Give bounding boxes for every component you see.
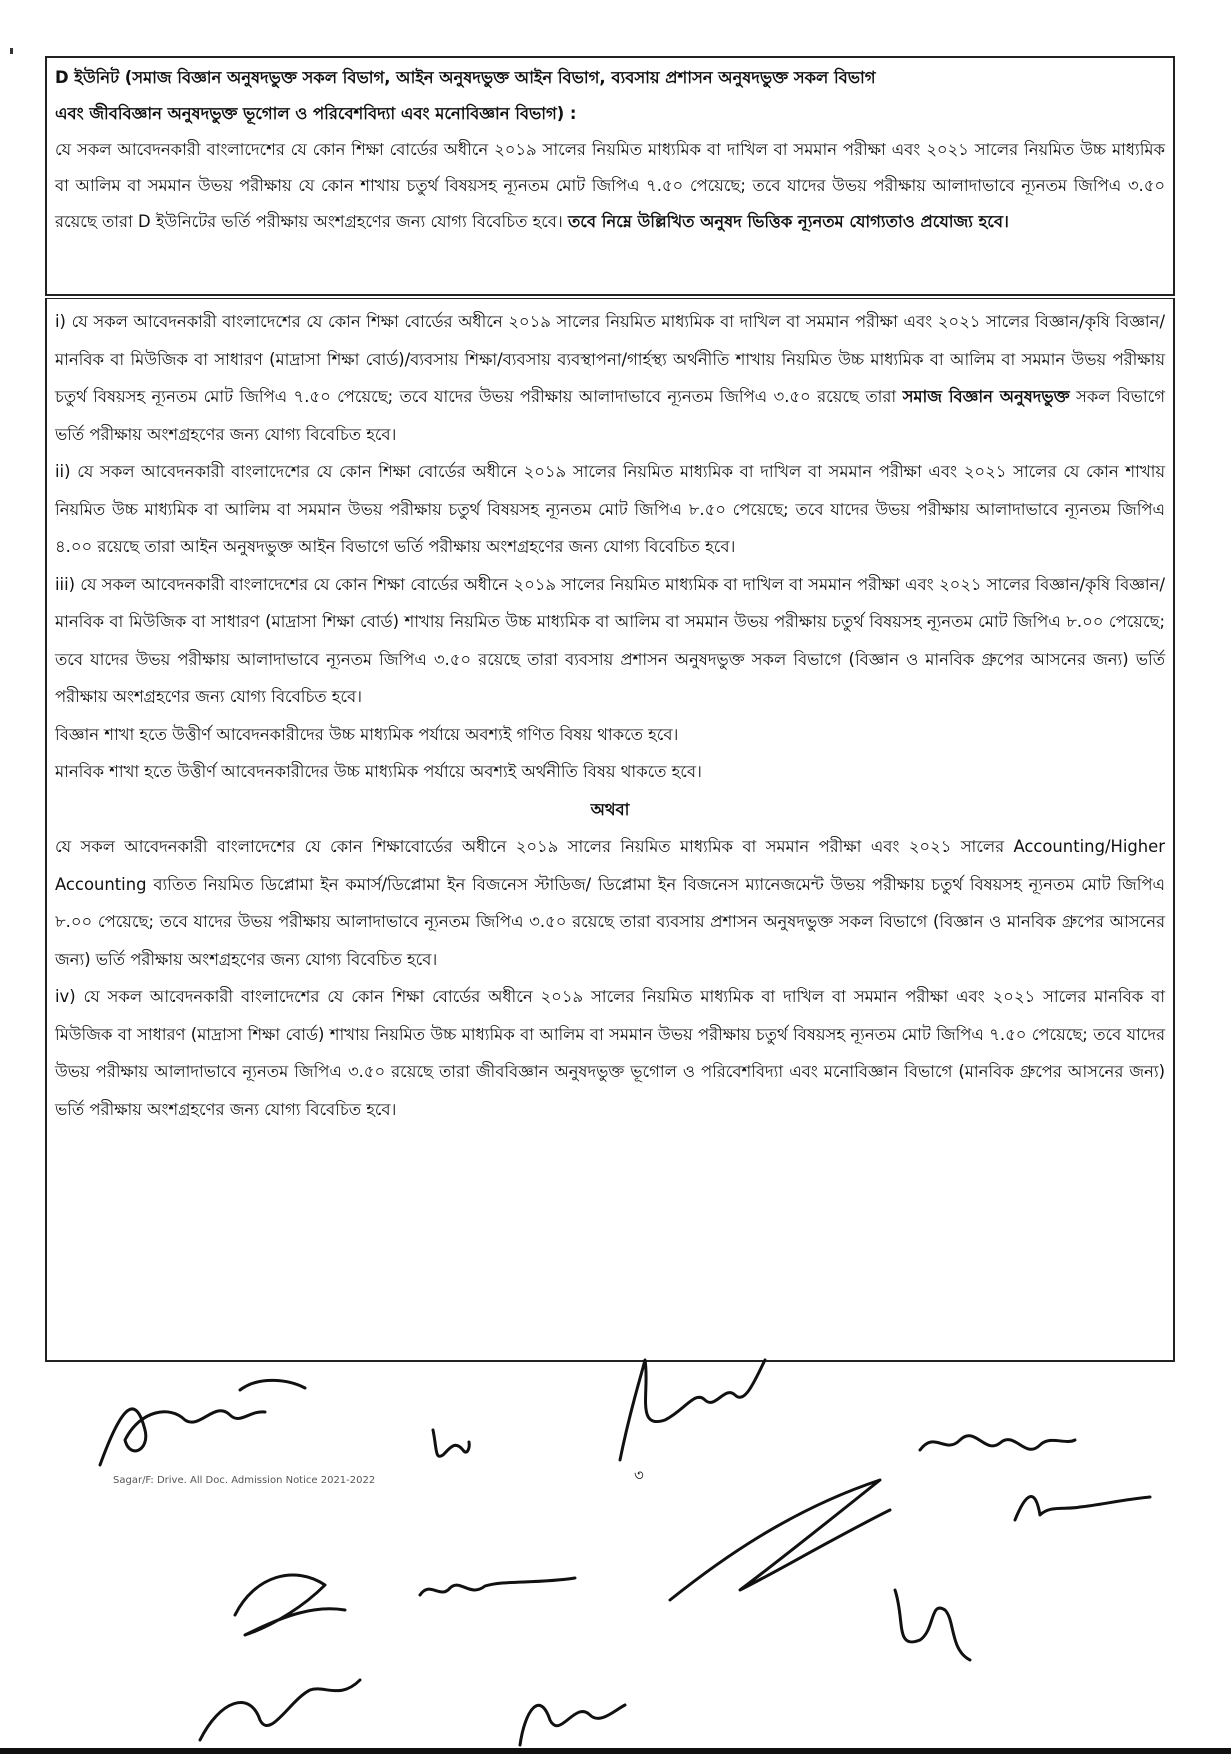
section-i-tail: সকল বিভাগে ভর্তি পরীক্ষায় অংশগ্রহণের জন্য যোগ্য বিবেচিত হবে। bbox=[55, 387, 1165, 444]
section-iii-alternative: যে সকল আবেদনকারী বাংলাদেশের যে কোন শিক্ষাবোর্ডের অধীনে ২০১৯ সালের নিয়মিত মাধ্যমিক বা সমমান পরীক্ষা এবং ২০২১ সালের Accounting/Higher Accounting ব্যতিত নিয়মিত ডিপ্লোমা ইন কমার্স/ডিপ্লোমা ইন বিজনেস স্টাডিজ/ ডিপ্লোমা ইন বিজনেস ম্যানেজমেন্ট উভয় পরীক্ষায় চতুর্থ বিষয়সহ ন্যূনতম মোট জিপিএ ৮.০০ পেয়েছে; তবে যাদের উভয় পরীক্ষায় আলাদাভাবে ন্যূনতম জিপিএ ৩.৫০ রয়েছে তারা ব্যবসায় প্রশাসন অনুষদভুক্ত সকল বিভাগে (বিজ্ঞান ও মানবিক গ্রুপের আসনের জন্য) ভর্তি পরীক্ষায় অংশগ্রহণের জন্য যোগ্য বিবেচিত হবে। bbox=[55, 837, 1165, 969]
unit-intro bbox=[47, 132, 1173, 240]
unit-title-line-1: D ইউনিট (সমাজ বিজ্ঞান অনুষদভুক্ত সকল বিভাগ, আইন অনুষদভুক্ত আইন বিভাগ, ব্যবসায় প্রশাসন অনুষদভুক্ত সকল বিভাগ bbox=[55, 68, 876, 87]
signature-2 bbox=[425, 1420, 475, 1470]
section-iii-text: iii) যে সকল আবেদনকারী বাংলাদেশের যে কোন শিক্ষা বোর্ডের অধীনে ২০১৯ সালের নিয়মিত মাধ্যমিক বা দাখিল বা সমমান পরীক্ষা এবং ২০২১ সালের বিজ্ঞান/কৃষি বিজ্ঞান/মানবিক বা মিউজিক বা সাধারণ (মাদ্রাসা শিক্ষা বোর্ড) শাখায় নিয়মিত উচ্চ মাধ্যমিক বা আলিম বা সমমান উভয় পরীক্ষায় চতুর্থ বিষয়সহ ন্যূনতম মোট জিপিএ ৮.০০ পেয়েছে; তবে যাদের উভয় পরীক্ষায় আলাদাভাবে ন্যূনতম জিপিএ ৩.৫০ রয়েছে তারা ব্যবসায় প্রশাসন অনুষদভুক্ত সকল বিভাগে (বিজ্ঞান ও মানবিক গ্রুপের আসনের জন্য) ভর্তি পরীক্ষায় অংশগ্রহণের জন্য যোগ্য বিবেচিত হবে। bbox=[55, 574, 1165, 706]
page-number: ৩ bbox=[634, 1466, 644, 1484]
signature-3 bbox=[605, 1350, 775, 1470]
section-ii bbox=[47, 453, 1173, 566]
section-iv bbox=[47, 978, 1173, 1128]
section-i bbox=[47, 303, 1173, 453]
scan-mark bbox=[10, 48, 13, 54]
section-i-bold: সমাজ বিজ্ঞান অনুষদভুক্ত bbox=[902, 387, 1070, 406]
unit-intro-bold: তবে নিম্নে উল্লিখিত অনুষদ ভিত্তিক ন্যূনতম যোগ্যতাও প্রযোজ্য হবে। bbox=[567, 212, 1009, 231]
unit-title bbox=[47, 60, 1173, 132]
page-bottom-edge bbox=[0, 1748, 1231, 1754]
section-iii-note-1: বিজ্ঞান শাখা হতে উত্তীর্ণ আবেদনকারীদের উচ্চ মাধ্যমিক পর্যায়ে অবশ্যই গণিত বিষয় থাকতে হবে। bbox=[55, 724, 679, 744]
signature-11 bbox=[505, 1670, 635, 1760]
signature-9 bbox=[875, 1570, 985, 1680]
signature-7 bbox=[225, 1555, 355, 1645]
unit-intro-text: যে সকল আবেদনকারী বাংলাদেশের যে কোন শিক্ষা বোর্ডের অধীনে ২০১৯ সালের নিয়মিত মাধ্যমিক বা দাখিল বা সমমান পরীক্ষা এবং ২০২১ সালের নিয়মিত উচ্চ মাধ্যমিক বা আলিম বা সমমান উভয় পরীক্ষায় যে কোন শাখায় চতুর্থ বিষয়সহ ন্যূনতম মোট জিপিএ ৭.৫০ পেয়েছে; তবে যাদের উভয় পরীক্ষায় আলাদাভাবে ন্যূনতম জিপিএ ৩.৫০ রয়েছে তারা D ইউনিটের ভর্তি পরীক্ষায় অংশগ্রহণের জন্য যোগ্য বিবেচিত হবে। bbox=[55, 140, 1165, 231]
signature-4 bbox=[915, 1415, 1085, 1475]
signature-8 bbox=[415, 1560, 585, 1610]
signature-10 bbox=[190, 1660, 370, 1750]
signature-1 bbox=[90, 1370, 320, 1480]
signature-6 bbox=[660, 1470, 900, 1610]
sections-box bbox=[45, 298, 1175, 1362]
section-iii-note-2: মানবিক শাখা হতে উত্তীর্ণ আবেদনকারীদের উচ্চ মাধ্যমিক পর্যায়ে অবশ্যই অর্থনীতি বিষয় থাকতে হবে। bbox=[55, 762, 702, 781]
signature-5 bbox=[1010, 1475, 1160, 1535]
section-iii bbox=[47, 566, 1173, 716]
or-label: অথবা bbox=[590, 799, 630, 819]
section-ii-text: ii) যে সকল আবেদনকারী বাংলাদেশের যে কোন শিক্ষা বোর্ডের অধীনে ২০১৯ সালের নিয়মিত মাধ্যমিক বা দাখিল বা সমমান পরীক্ষা এবং ২০২১ সালের যে কোন শাখায় নিয়মিত উচ্চ মাধ্যমিক বা আলিম বা সমমান উভয় পরীক্ষায় চতুর্থ বিষয়সহ ন্যূনতম মোট জিপিএ ৮.৫০ পেয়েছে; তবে যাদের উভয় পরীক্ষায় আলাদাভাবে ন্যূনতম জিপিএ ৪.০০ রয়েছে তারা আইন অনুষদভুক্ত আইন বিভাগে ভর্তি পরীক্ষায় অংশগ্রহণের জন্য যোগ্য বিবেচিত হবে। bbox=[55, 462, 1165, 556]
file-path-footer: Sagar/F: Drive. All Doc. Admission Notice 2021-2022 bbox=[113, 1475, 376, 1486]
unit-title-line-2: এবং জীববিজ্ঞান অনুষদভুক্ত ভূগোল ও পরিবেশবিদ্যা এবং মনোবিজ্ঞান বিভাগ) : bbox=[55, 104, 577, 123]
section-iv-text: iv) যে সকল আবেদনকারী বাংলাদেশের যে কোন শিক্ষা বোর্ডের অধীনে ২০১৯ সালের নিয়মিত মাধ্যমিক বা দাখিল বা সমমান পরীক্ষা এবং ২০২১ সালের মানবিক বা মিউজিক বা সাধারণ (মাদ্রাসা শিক্ষা বোর্ড) শাখায় নিয়মিত উচ্চ মাধ্যমিক বা আলিম বা সমমান উভয় পরীক্ষায় চতুর্থ বিষয়সহ ন্যূনতম মোট জিপিএ ৭.৫০ পেয়েছে; তবে যাদের উভয় পরীক্ষায় আলাদাভাবে ন্যূনতম জিপিএ ৩.৫০ রয়েছে তারা জীববিজ্ঞান অনুষদভুক্ত ভূগোল ও পরিবেশবিদ্যা এবং মনোবিজ্ঞান বিভাগে (মানবিক গ্রুপের আসনের জন্য) ভর্তি পরীক্ষায় অংশগ্রহণের জন্য যোগ্য বিবেচিত হবে। bbox=[55, 987, 1165, 1119]
unit-header-box bbox=[45, 56, 1175, 296]
section-i-text: i) যে সকল আবেদনকারী বাংলাদেশের যে কোন শিক্ষা বোর্ডের অধীনে ২০১৯ সালের নিয়মিত মাধ্যমিক বা দাখিল বা সমমান পরীক্ষা এবং ২০২১ সালের বিজ্ঞান/কৃষি বিজ্ঞান/মানবিক বা মিউজিক বা সাধারণ (মাদ্রাসা শিক্ষা বোর্ড)/ব্যবসায় শিক্ষা/ব্যবসায় ব্যবস্থাপনা/গার্হস্থ্য অর্থনীতি শাখায় নিয়মিত উচ্চ মাধ্যমিক বা আলিম বা সমমান উভয় পরীক্ষায় চতুর্থ বিষয়সহ ন্যূনতম মোট জিপিএ ৭.৫০ পেয়েছে; তবে যাদের উভয় পরীক্ষায় আলাদাভাবে ন্যূনতম জিপিএ ৩.৫০ রয়েছে তারা bbox=[55, 312, 1165, 406]
